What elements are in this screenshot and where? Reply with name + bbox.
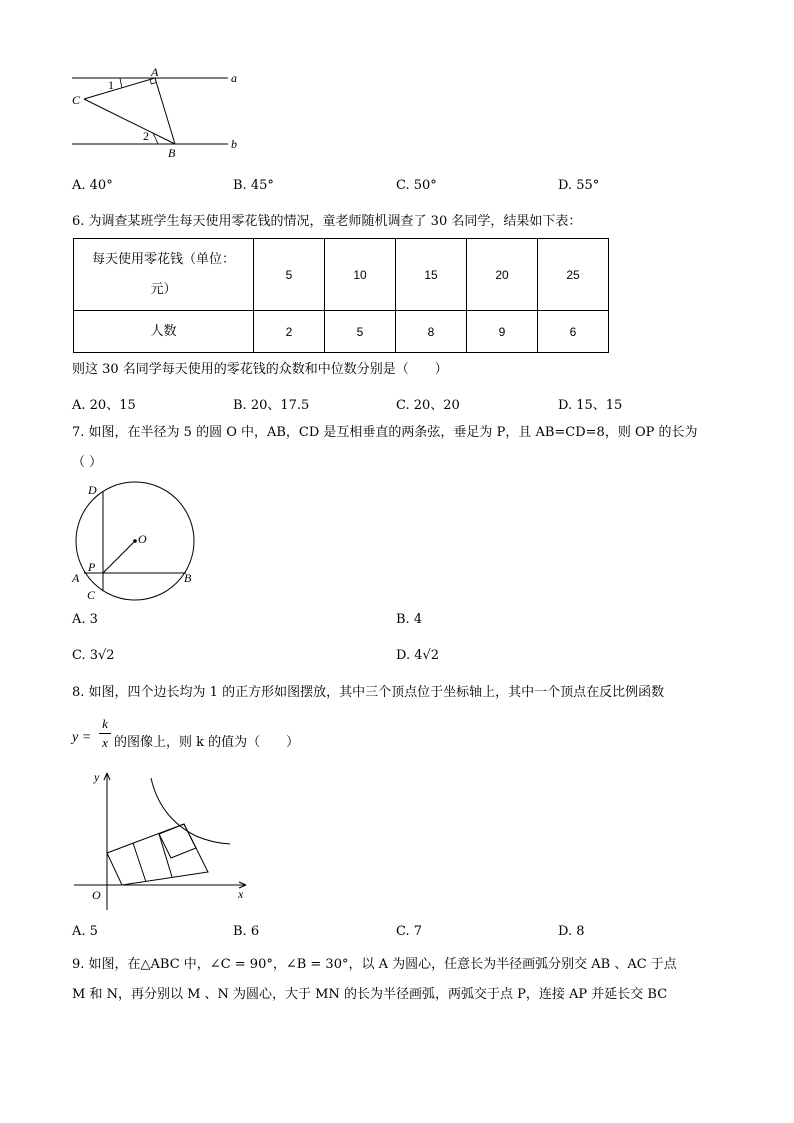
label-B: B: [168, 146, 176, 160]
q6-table: [73, 238, 609, 353]
q7-figure: [64, 478, 204, 608]
q6-header-line2: 元）: [150, 281, 177, 297]
q7-option-d: D. 4√2: [396, 648, 440, 663]
formula-fraction: [99, 716, 111, 751]
label-C: C: [87, 588, 96, 602]
segment-ca: [84, 78, 155, 99]
q5-option-d: D. 55°: [558, 178, 600, 193]
label-b: b: [231, 137, 237, 151]
q5-option-b: B. 45°: [233, 178, 274, 193]
segment-op: [103, 541, 135, 573]
formula-lhs: y =: [72, 730, 92, 745]
formula-num: k: [102, 716, 108, 731]
q9-line1: 9. 如图，在△ABC 中，∠C = 90°，∠B = 30°，以 A 为圆心，任意长为半径画弧分别交 AB 、AC 于点: [72, 957, 677, 972]
q9-line2: M 和 N，再分别以 M 、N 为圆心，大于 MN 的长为半径画弧，两弧交于点 P，连接 AP 并延长交 BC: [72, 987, 668, 1002]
square-divider: [133, 843, 146, 882]
label-A: A: [72, 571, 80, 585]
q8-figure: [64, 762, 256, 910]
q6-amount-cell: 15: [396, 239, 467, 311]
q8-option-c: C. 7: [396, 924, 423, 939]
label-P: P: [88, 560, 96, 574]
q6-option-c: C. 20、20: [396, 398, 460, 413]
label-O: O: [138, 532, 147, 546]
q8-option-b: B. 6: [233, 924, 260, 939]
label-x: x: [238, 887, 244, 901]
q6-amount-cell: 20: [467, 239, 538, 311]
q6-amount-cell: 25: [538, 239, 609, 311]
q6-header-cell: [74, 239, 254, 311]
q7-paren: （ ）: [72, 455, 103, 470]
label-C: C: [72, 93, 81, 107]
q7-option-c: C. 3√2: [72, 648, 115, 663]
label-O: O: [92, 888, 101, 902]
q6-option-a: A. 20、15: [72, 398, 136, 413]
angle-1-arc: [120, 78, 122, 88]
label-a: a: [231, 71, 237, 85]
label-A: A: [151, 65, 159, 79]
q6-header-line1: 每天使用零花钱（单位：: [91, 251, 235, 267]
q6-amount-cell: 5: [254, 239, 325, 311]
q5-option-a: A. 40°: [72, 178, 113, 193]
q8-option-d: D. 8: [558, 924, 585, 939]
label-y: y: [94, 770, 100, 784]
q6-count-label: 人数: [74, 311, 254, 353]
q5-option-c: C. 50°: [396, 178, 437, 193]
q6-count-cell: 6: [538, 311, 609, 353]
q6-option-d: D. 15、15: [558, 398, 623, 413]
label-1: 1: [108, 78, 114, 92]
q6-amount-cell: 10: [325, 239, 396, 311]
label-B: B: [184, 571, 192, 585]
q6-count-cell: 2: [254, 311, 325, 353]
formula-bar: [99, 733, 111, 734]
q8-stem: 8. 如图，四个边长均为 1 的正方形如图摆放，其中三个顶点位于坐标轴上，其中一个顶点在反比例函数: [72, 685, 665, 700]
segment-ab: [155, 78, 175, 144]
q6-count-cell: 8: [396, 311, 467, 353]
q7-option-b: B. 4: [396, 612, 423, 627]
q8-stem2: 的图像上，则 k 的值为（ ）: [114, 735, 300, 750]
q7-option-a: A. 3: [72, 612, 98, 627]
q5-figure: [60, 62, 260, 162]
q6-option-b: B. 20、17.5: [233, 398, 310, 413]
q7-stem: 7. 如图，在半径为 5 的圆 O 中，AB，CD 是互相垂直的两条弦，垂足为 P，且 AB=CD=8，则 OP 的长为: [72, 425, 698, 440]
q8-option-a: A. 5: [72, 924, 98, 939]
formula-den: x: [102, 735, 108, 750]
q6-count-cell: 5: [325, 311, 396, 353]
q6-question: 则这 30 名同学每天使用的零花钱的众数和中位数分别是（ ）: [72, 362, 448, 377]
center-dot: [133, 539, 137, 543]
label-D: D: [88, 483, 97, 497]
q6-stem: 6. 为调查某班学生每天使用零花钱的情况，童老师随机调查了 30 名同学，结果如下表：: [72, 214, 582, 229]
label-2: 2: [143, 129, 149, 143]
q6-count-cell: 9: [467, 311, 538, 353]
hyperbola-curve: [151, 778, 230, 844]
segment-cb: [84, 99, 175, 144]
square-row-rectangle: [107, 824, 208, 885]
